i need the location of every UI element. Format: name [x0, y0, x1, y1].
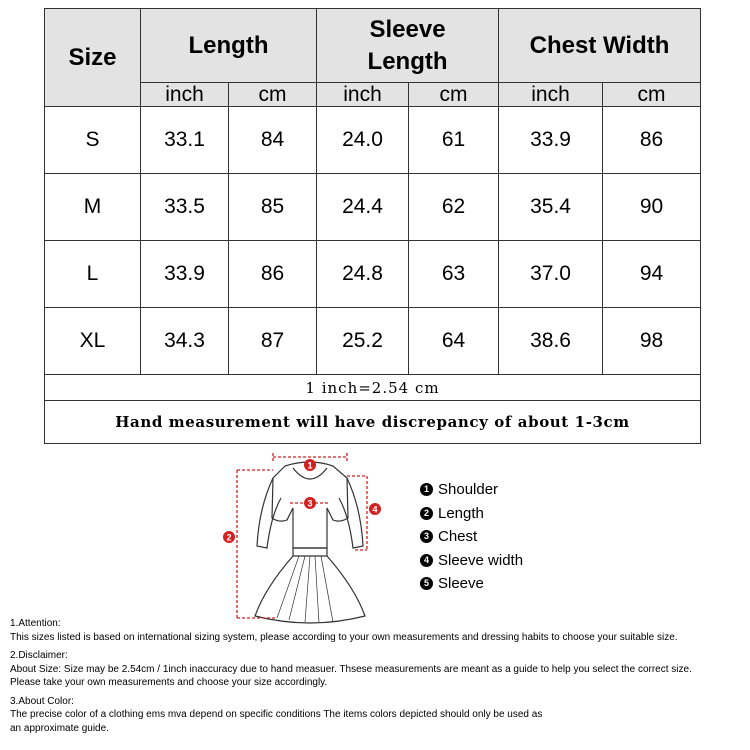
attention-note — [10, 617, 745, 644]
table-row — [45, 107, 701, 174]
size-chart-table — [44, 8, 701, 444]
notes-section — [10, 617, 745, 740]
value-cell: 62 — [409, 174, 499, 241]
value-cell: 84 — [229, 107, 317, 174]
marker-2: 2 — [226, 532, 232, 543]
value-cell: 94 — [603, 241, 701, 308]
legend-label: Length — [438, 504, 484, 522]
value-cell: 86 — [229, 241, 317, 308]
unit-cell: cm — [409, 83, 499, 107]
note-title: 1.Attention: — [10, 618, 61, 629]
value-cell: 61 — [409, 107, 499, 174]
sleeve-header-line2: Length — [367, 47, 448, 75]
marker-1: 1 — [307, 460, 313, 471]
legend-label: Sleeve — [438, 575, 484, 593]
units-row — [45, 83, 701, 107]
value-cell: 33.9 — [141, 241, 229, 308]
legend-item — [420, 549, 523, 573]
value-cell: 34.3 — [141, 308, 229, 375]
value-cell: 63 — [409, 241, 499, 308]
value-cell: 35.4 — [499, 174, 603, 241]
size-cell: S — [45, 107, 141, 174]
unit-cell: inch — [317, 83, 409, 107]
marker-4: 4 — [372, 504, 378, 515]
value-cell: 33.1 — [141, 107, 229, 174]
measure-markers — [223, 459, 381, 543]
legend-label: Shoulder — [438, 481, 499, 499]
value-cell: 24.4 — [317, 174, 409, 241]
unit-cell: cm — [229, 83, 317, 107]
value-cell: 25.2 — [317, 308, 409, 375]
value-cell: 98 — [603, 308, 701, 375]
note-line: This sizes listed is based on international sizing system, please according to your own measurements and dressing habits to choose your suitable size. — [10, 631, 678, 643]
size-cell: L — [45, 241, 141, 308]
note-line: The precise color of a clothing ems mva depend on specific conditions The items colors depicted should only be used as — [10, 709, 543, 720]
conversion-note: 1 inch=2.54 cm — [45, 375, 701, 401]
value-cell: 37.0 — [499, 241, 603, 308]
legend-number: 1 — [420, 483, 433, 496]
legend-item — [420, 502, 523, 526]
marker-3: 3 — [307, 498, 313, 509]
measurement-legend — [420, 478, 523, 596]
value-cell: 85 — [229, 174, 317, 241]
note-line: Please take your own measurements and choose your size accordingly. — [10, 677, 328, 688]
value-cell: 86 — [603, 107, 701, 174]
value-cell: 87 — [229, 308, 317, 375]
dress-measurement-diagram — [215, 448, 405, 628]
note-line: an approximate guide. — [10, 722, 109, 734]
color-note — [10, 695, 745, 736]
value-cell: 24.0 — [317, 107, 409, 174]
size-cell: XL — [45, 308, 141, 375]
dress-illustration — [215, 448, 405, 628]
unit-cell: inch — [499, 83, 603, 107]
value-cell: 38.6 — [499, 308, 603, 375]
legend-label: Chest — [438, 528, 478, 546]
note-title: 3.About Color: — [10, 695, 74, 707]
length-header: Length — [141, 9, 317, 83]
legend-number: 2 — [420, 507, 433, 520]
legend-item — [420, 525, 523, 549]
legend-label: Sleeve width — [438, 551, 524, 569]
disclaimer-note — [10, 649, 745, 690]
table-row — [45, 241, 701, 308]
discrepancy-note: Hand measurement will have discrepancy of about 1-3cm — [45, 401, 701, 444]
conversion-row — [45, 375, 701, 401]
table-row — [45, 174, 701, 241]
value-cell: 64 — [409, 308, 499, 375]
chest-width-header: Chest Width — [499, 9, 701, 83]
table-header-row — [45, 9, 701, 83]
unit-cell: inch — [141, 83, 229, 107]
value-cell: 33.9 — [499, 107, 603, 174]
legend-number: 5 — [420, 577, 433, 590]
note-title: 2.Disclaimer: — [10, 650, 68, 661]
legend-number: 3 — [420, 530, 433, 543]
table-row — [45, 308, 701, 375]
value-cell: 24.8 — [317, 241, 409, 308]
unit-cell: cm — [603, 83, 701, 107]
value-cell: 33.5 — [141, 174, 229, 241]
sleeve-length-header — [317, 9, 499, 83]
note-line: About Size: Size may be 2.54cm / 1inch inaccuracy due to hand measuer. Thsese measurements are meant as a guide to help you select the correct size. — [10, 663, 692, 675]
legend-item — [420, 572, 523, 596]
size-header: Size — [45, 9, 141, 107]
legend-number: 4 — [420, 554, 433, 567]
legend-item — [420, 478, 523, 502]
value-cell: 90 — [603, 174, 701, 241]
size-cell: M — [45, 174, 141, 241]
sleeve-header-line1: Sleeve — [369, 15, 446, 43]
discrepancy-row — [45, 401, 701, 444]
